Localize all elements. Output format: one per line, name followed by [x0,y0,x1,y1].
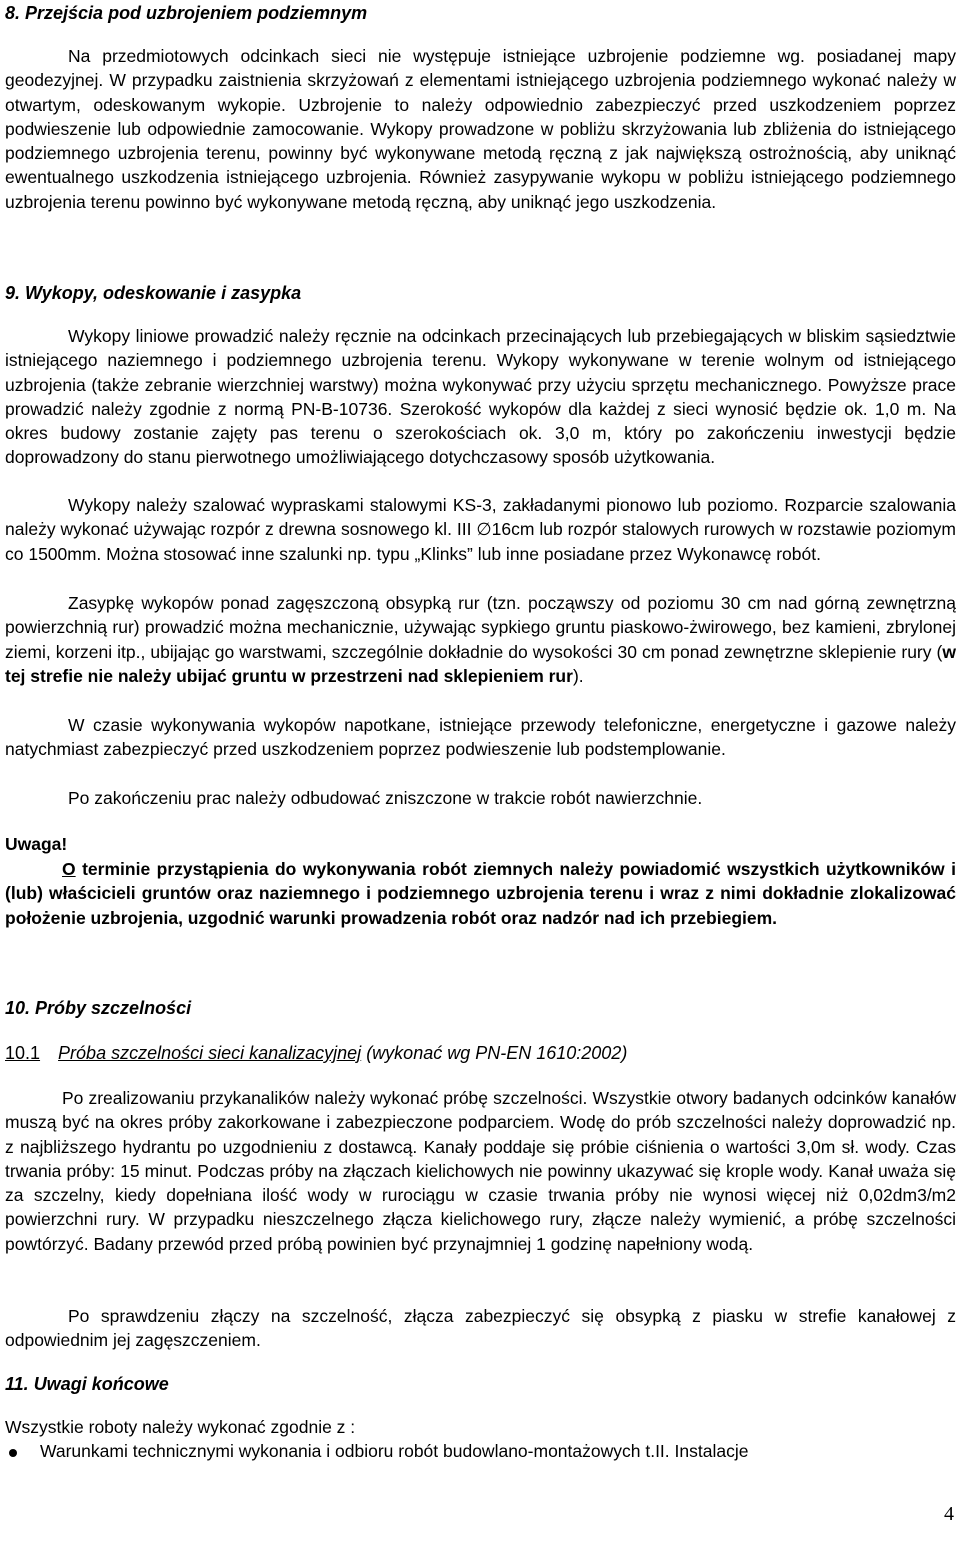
section-10-1-title: Próba szczelności sieci kanalizacyjnej [58,1043,362,1063]
section-10-1-number: 10.1 [5,1043,41,1063]
section-9-paragraph-4 [5,713,956,762]
bullet-text: Warunkami technicznymi wykonania i odbioru robót budowlano-montażowych t.II. Instalacje [40,1441,749,1461]
section-10-heading: 10. Próby szczelności [5,998,192,1018]
bullet-list-item [5,1439,956,1463]
section-9-paragraph-1 [5,324,956,470]
section-9-heading: 9. Wykopy, odeskowanie i zasypka [5,283,302,303]
section-9-text-2: Wykopy należy szalować wypraskami stalowymi KS-3, zakładanymi pionowo lub poziomo. Rozparcie szalowania należy wykonać używając rozpór z drewna sosnowego kl. III ∅16cm lub rozpór stalowych rurowych w rozstawie poziomym co 1500mm. Można stosować inne szalunki np. typu „Klinks” lub inne posiadane przez Wykonawcę robót. [5,495,956,564]
section-8-text: Na przedmiotowych odcinkach sieci nie występuje istniejące uzbrojenie podziemne wg. posiadanej mapy geodezyjnej. W przypadku zaistnienia skrzyżowań z elementami istniejącego uzbrojenia podziemnego wykonać należy w otwartym, odeskowanym wykopie. Uzbrojenie to należy odpowiednio zabezpieczyć przed uszkodzeniem poprzez podwieszenie lub odpowiednie zamocowanie. Wykopy prowadzone w pobliżu skrzyżowania lub zbliżenia do istniejącego podziemnego uzbrojenia terenu, powinny być wykonywane metodą ręczną z jak największą ostrożnością, aby uniknąć ewentualnego uszkodzenia istniejącego uzbrojenia. Również zasypywanie wykopu w pobliżu istniejącego podziemnego uzbrojenia terenu powinno być wykonywane metodą ręczną, aby uniknąć jego uszkodzenia. [5,46,956,212]
uwaga-paragraph [5,857,956,930]
section-9-text-5: Po zakończeniu prac należy odbudować zniszczone w trakcie robót nawierzchnie. [68,788,703,808]
section-9-text-1: Wykopy liniowe prowadzić należy ręcznie na odcinkach przecinających lub przebiegających w bliskim sąsiedztwie istniejącego naziemnego i podziemnego uzbrojenia terenu. Wykopy wykonywane w terenie wolnym od istniejącego uzbrojenia (także zebranie wierzchniej warstwy) można wykonywać przy użyciu sprzętu mechanicznego. Powyższe prace prowadzić należy zgodnie z normą PN-B-10736. Szerokość wykopów dla każdej z sieci wynosić będzie ok. 1,0 m. Na okres budowy zostanie zajęty pas terenu o szerokościach ok. 3,0 m, który po zakończeniu inwestycji będzie doprowadzony do stanu pierwotnego umożliwiającego dotychczasowy sposób użytkowania. [5,326,956,468]
section-9-text-3-bold: w tej strefie nie należy ubijać gruntu w przestrzeni nad sklepieniem rur [5,641,956,686]
section-8-paragraph [5,44,956,214]
section-9-paragraph-2 [5,493,956,566]
section-10-text-1: Po zrealizowaniu przykanalików należy wykonać próbę szczelności. Wszystkie otwory badanych odcinków kanałów muszą być na okres próby zakorkowane i zabezpieczone podparciem. Wodę do prób szczelności należy doprowadzić np. z najbliższego hydrantu po uzgodnieniu z dostawcą. Kanały poddaje się próbie ciśnienia o wartości 3,0m sł. wody. Czas trwania próby: 15 minut. Podczas próby na złączach kielichowych nie powinny ukazywać się krople wody. Kanał uważa się za szczelny, kiedy dopełniana ilość wody w rurociągu w czasie trwania próby nie wynosi więcej niż 0,02dm3/m2 powierzchni rury. W przypadku nieszczelnego złącza kielichowego rury, złącze należy wymienić, a próbę szczelności powtórzyć. Badany przewód przed próbą powinien być przynajmniej 1 godzinę napełniony wodą. [5,1088,956,1254]
section-10-text-2: Po sprawdzeniu złączy na szczelność, złącza zabezpieczyć się obsypką z piasku w strefie kanałowej z odpowiednim jej zagęszczeniem. [5,1306,956,1351]
section-10-paragraph-1 [5,1086,956,1256]
bullet-icon [5,1439,40,1463]
page-number: 4 [944,1503,954,1525]
section-9-text-4: W czasie wykonywania wykopów napotkane, istniejące przewody telefoniczne, energetyczne i gazowe należy natychmiast zabezpieczyć przed uszkodzeniem poprzez podwieszenie lub podstemplowanie. [5,715,956,760]
section-8-heading: 8. Przejścia pod uzbrojeniem podziemnym [5,3,368,23]
section-9-paragraph-5 [5,786,956,810]
section-10-1-note: (wykonać wg PN-EN 1610:2002) [361,1043,628,1063]
uwaga-text: terminie przystąpienia do wykonywania robót ziemnych należy powiadomić wszystkich użytkowników i (lub) właścicieli gruntów oraz naziemnego i podziemnego uzbrojenia terenu i wraz z nimi dokładnie zlokalizować położenie uzbrojenia, uzgodnić warunki prowadzenia robót oraz nadzór nad ich przebiegiem. [5,859,956,928]
section-9-text-3a: Zasypkę wykopów ponad zagęszczoną obsypką rur (tzn. począwszy od poziomu 30 cm nad górną zewnętrzną powierzchnią rur) prowadzić można mechanicznie, używając sypkiego gruntu piaskowo-żwirowego, bez kamieni, zbrylonej ziemi, korzeni itp., ubijając go warstwami, szczególnie dokładnie do wysokości 30 cm ponad zewnętrzne sklepienie rury ( [5,593,956,662]
section-9-text-3c: ). [572,665,584,686]
section-11-intro: Wszystkie roboty należy wykonać zgodnie z : [5,1417,356,1437]
section-10-paragraph-2 [5,1304,956,1353]
section-11-heading: 11. Uwagi końcowe [5,1374,169,1394]
uwaga-text-lead: O [62,859,76,879]
uwaga-label: Uwaga! [5,834,68,854]
section-10-1-heading [5,1041,956,1065]
section-9-paragraph-3 [5,591,956,688]
